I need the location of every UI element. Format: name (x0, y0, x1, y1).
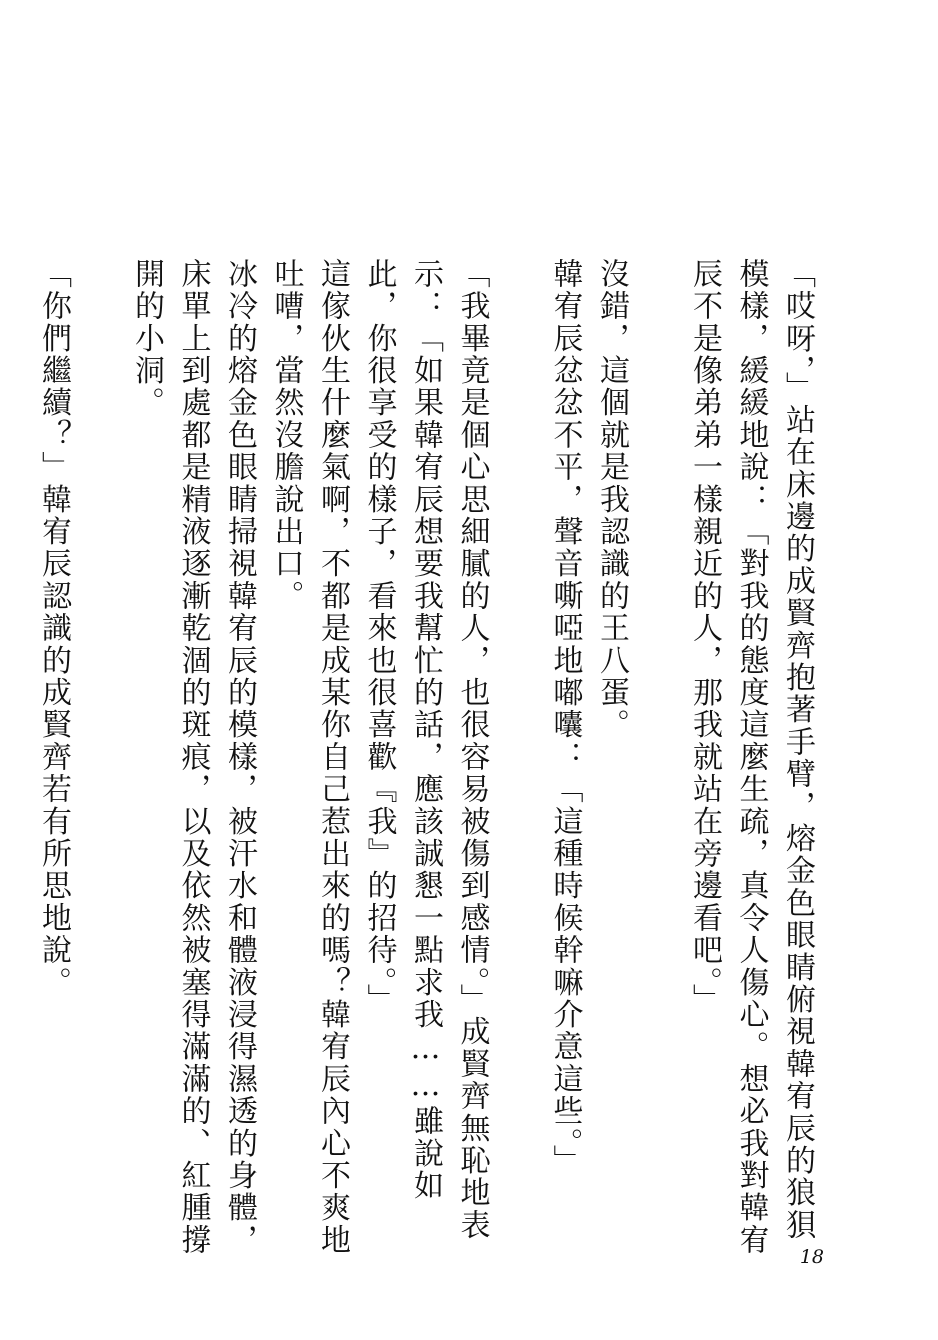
paragraph: 這傢伙生什麼氣啊，不都是成某你自己惹出來的嗎？韓宥辰內心不爽地吐嘈，當然沒膽說出口。 (268, 258, 350, 1257)
paragraph: 沒錯，這個就是我認識的王八蛋。 (594, 258, 629, 741)
paragraph: 韓宥辰忿忿不平，聲音嘶啞地嘟囔：「這種時候幹嘛介意這些。」 (547, 258, 583, 1177)
paragraph: 冰冷的熔金色眼睛掃視韓宥辰的模樣，被汗水和體液浸得濕透的身體，床單上到處都是精液逐漸乾涸的斑痕，以及依然被塞得滿滿的、紅腫撐開的小洞。 (129, 258, 257, 1257)
body-text (30, 258, 821, 1258)
paragraph: 「我畢竟是個心思細膩的人，也很容易被傷到感情。」成賢齊無恥地表示：「如果韓宥辰想要我幫忙的話，應該誠懇一點求我……雖說如此，你很享受的樣子，看來也很喜歡『我』的招待。」 (361, 258, 490, 1242)
paragraph: 「哎呀，」站在床邊的成賢齊抱著手臂，熔金色眼睛俯視韓宥辰的狼狽模樣，緩緩地說：「對我的態度這麼生疏，真令人傷心。想必我對韓宥辰不是像弟弟一樣親近的人，那我就站在旁邊看吧。」 (687, 258, 815, 1257)
paragraph: 「你們繼續？」韓宥辰認識的成賢齊若有所思地說。 (36, 258, 71, 999)
page-number: 18 (799, 1246, 824, 1268)
